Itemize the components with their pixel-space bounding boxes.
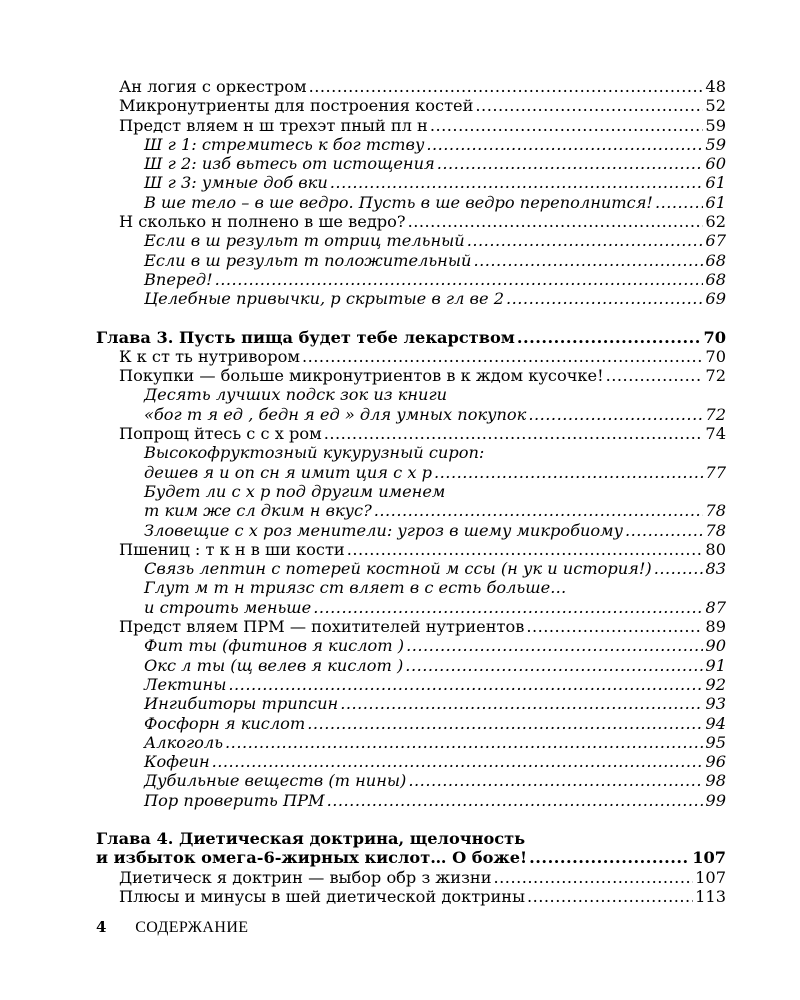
dot-leader: [309, 77, 704, 96]
toc-entry-title: Ш г 3: умные доб вки: [144, 173, 328, 193]
dot-leader: [529, 848, 690, 867]
toc-entry: [0, 868, 726, 887]
dot-leader: [405, 656, 703, 675]
toc-entry-title: Покупки — больше микронутриентов в к ждом кусочке!: [119, 366, 604, 386]
toc-entry-title: В ше тело – в ше ведро. Пусть в ше ведро переполнится!: [144, 192, 653, 212]
toc-entry-title: Фосфорн я кислот: [144, 713, 306, 733]
toc-page-number: 68: [705, 250, 726, 270]
toc-page-number: 90: [705, 636, 726, 656]
toc-page-number: 59: [705, 115, 726, 135]
dot-leader: [473, 251, 703, 270]
dot-leader: [330, 173, 704, 192]
toc-entry-title: Кофеин: [144, 752, 210, 772]
toc-chapter-entry: [0, 328, 726, 347]
toc-page-number: 61: [705, 173, 726, 193]
toc-entry-title: Ингибиторы трипсин: [144, 694, 339, 714]
toc-page-number: 67: [705, 231, 726, 251]
toc-entry-title: Пшениц : т к н в ши кости: [119, 539, 345, 559]
dot-leader: [228, 675, 703, 694]
dot-leader: [347, 540, 704, 559]
dot-leader: [526, 617, 703, 636]
toc-page-number: 93: [705, 694, 726, 714]
toc-page-number: 70: [705, 346, 726, 366]
toc-entry-title: Н сколько н полнено в ше ведро?: [119, 212, 406, 232]
dot-leader: [430, 116, 704, 135]
toc-page-number: 68: [705, 269, 726, 289]
dot-leader: [426, 135, 703, 154]
toc-entry-title: Микронутриенты для построения костей: [119, 96, 474, 116]
toc-page-number: 113: [695, 886, 726, 906]
dot-leader: [434, 463, 703, 482]
toc-page-number: 52: [705, 96, 726, 116]
toc-entry: [0, 771, 726, 790]
toc-entry-title: и строить меньше: [144, 597, 312, 617]
toc-entry-title: Пор проверить ПРМ: [144, 790, 325, 810]
dot-leader: [517, 328, 702, 347]
toc-page-number: 74: [705, 424, 726, 444]
toc-entry-title: Попрощ йтесь с с х ром: [119, 424, 322, 444]
toc-entry: [0, 694, 726, 713]
dot-leader: [408, 771, 703, 790]
page-footer: [96, 918, 248, 937]
toc-entry: [0, 578, 726, 597]
toc-entry: [0, 231, 726, 250]
toc-entry-title: Зловещие с х роз менители: угроз в шему микробиому: [144, 520, 623, 540]
toc-page-number: 69: [705, 289, 726, 309]
dot-leader: [374, 501, 704, 520]
toc-entry-title: т ким же сл дким н вкус?: [144, 501, 372, 521]
toc-entry: [0, 212, 726, 231]
section-gap: [0, 810, 800, 829]
toc-entry: [0, 424, 726, 443]
toc-page-number: 98: [705, 771, 726, 791]
dot-leader: [215, 270, 704, 289]
dot-leader: [527, 887, 693, 906]
toc-entry: [0, 463, 726, 482]
toc-entry-title: Ан логия с оркестром: [119, 77, 307, 96]
toc-entry: [0, 656, 726, 675]
toc-page-number: 70: [703, 327, 726, 347]
dot-leader: [212, 752, 704, 771]
toc-entry-title: Глава 3. Пусть пища будет тебе лекарством: [96, 327, 515, 347]
toc-entry: [0, 77, 726, 96]
dot-leader: [654, 559, 704, 578]
toc-entry-title: «бог т я ед , бедн я ед » для умных покупок: [144, 404, 527, 424]
dot-leader: [528, 405, 703, 424]
dot-leader: [437, 154, 704, 173]
toc-entry: [0, 366, 726, 385]
toc-page-number: 89: [705, 617, 726, 637]
toc-page-number: 107: [695, 867, 726, 887]
dot-leader: [625, 521, 703, 540]
toc-page-number: 72: [705, 366, 726, 386]
dot-leader: [327, 791, 704, 810]
dot-leader: [475, 96, 703, 115]
toc-entry-title: Глава 4. Диетическая доктрина, щелочность: [96, 828, 526, 848]
toc-entry: [0, 675, 726, 694]
dot-leader: [467, 231, 704, 250]
toc-entry-title: дешев я и оп сн я имит ция с х р: [144, 462, 433, 482]
toc-entry-title: Плюсы и минусы в шей диетической доктрины: [119, 886, 525, 906]
toc-page-number: 87: [705, 597, 726, 617]
toc-entry-title: Целебные привычки, р скрытые в гл ве 2: [144, 289, 504, 309]
running-head: СОДЕРЖАНИЕ: [135, 919, 249, 936]
page-number: 4: [96, 918, 107, 936]
toc-page-number: 59: [705, 134, 726, 154]
toc-entry-title: Ш г 1: стремитесь к бог тству: [144, 134, 425, 154]
toc-entry: [0, 289, 726, 308]
toc-entry: [0, 193, 726, 212]
toc-entry: [0, 96, 726, 115]
toc-entry: [0, 559, 726, 578]
dot-leader: [225, 733, 703, 752]
toc-entry-title: К к ст ть нутривором: [119, 346, 300, 366]
toc-page-number: 77: [705, 462, 726, 482]
dot-leader: [340, 694, 703, 713]
toc-page-number: 91: [705, 655, 726, 675]
toc-page-number: 48: [705, 77, 726, 96]
toc-page-number: 99: [705, 790, 726, 810]
toc-entry: [0, 521, 726, 540]
toc-entry: [0, 791, 726, 810]
toc-entry: [0, 270, 726, 289]
dot-leader: [494, 868, 694, 887]
toc-entry-title: Предст вляем ПРМ — похитителей нутриентов: [119, 617, 525, 637]
toc-entry: [0, 251, 726, 270]
toc-entry-title: Вперед!: [144, 269, 213, 289]
toc-page-number: 62: [705, 212, 726, 232]
toc-entry: [0, 443, 726, 462]
dot-leader: [408, 212, 704, 231]
toc-entry-title: Высокофруктозный кукурузный сироп:: [144, 443, 485, 463]
toc-entry-title: Окс л ты (щ велев я кислот ): [144, 655, 404, 675]
toc-entry-title: Фит ты (фитинов я кислот ): [144, 636, 405, 656]
toc-page-number: 83: [705, 559, 726, 579]
toc-entry-title: Лектины: [144, 674, 227, 694]
toc-entry-title: Связь лептин с потерей костной м ссы (н ук и история!): [144, 559, 652, 579]
toc-entry-title: Алкоголь: [144, 732, 224, 752]
toc-chapter-entry: [0, 848, 726, 867]
dot-leader: [307, 714, 703, 733]
toc-page-number: 80: [705, 539, 726, 559]
toc-entry-title: Глут м т н триязс ст вляет в с есть больше…: [144, 578, 567, 598]
dot-leader: [655, 193, 703, 212]
toc-entry-title: Будет ли с х р под другим именем: [144, 481, 446, 501]
toc-page-number: 95: [705, 732, 726, 752]
toc-page-number: 60: [705, 154, 726, 174]
toc-chapter-entry: [0, 829, 726, 848]
toc-entry-title: Если в ш результ т отриц тельный: [144, 231, 465, 251]
toc-entry: [0, 540, 726, 559]
dot-leader: [606, 366, 704, 385]
dot-leader: [506, 289, 703, 308]
toc-entry-title: Предст вляем н ш трехэт пный пл н: [119, 115, 428, 135]
toc-entry-title: Если в ш результ т положительный: [144, 250, 472, 270]
toc-page-number: 94: [705, 713, 726, 733]
toc-entry-title: и избыток омега-6-жирных кислот… О боже!: [96, 848, 528, 868]
toc-entry: [0, 405, 726, 424]
toc-entry-title: Ш г 2: изб вьтесь от истощения: [144, 154, 435, 174]
toc-entry: [0, 733, 726, 752]
toc-entry: [0, 173, 726, 192]
toc-entry: [0, 598, 726, 617]
section-gap: [0, 309, 800, 328]
toc-entry-title: Дубильные веществ (т нины): [144, 771, 407, 791]
toc-entry-title: Десять лучших подск зок из книги: [144, 385, 448, 405]
toc-entry: [0, 385, 726, 404]
toc-entry: [0, 347, 726, 366]
toc-page-number: 96: [705, 752, 726, 772]
toc-entry: [0, 714, 726, 733]
dot-leader: [324, 424, 704, 443]
toc-entry: [0, 482, 726, 501]
toc-entry: [0, 501, 726, 520]
toc-entry: [0, 154, 726, 173]
toc-page-number: 61: [705, 192, 726, 212]
dot-leader: [302, 347, 703, 366]
toc-entry: [0, 135, 726, 154]
toc-page-number: 92: [705, 674, 726, 694]
dot-leader: [313, 598, 703, 617]
toc-entry: [0, 887, 726, 906]
toc-entry: [0, 636, 726, 655]
toc-entry: [0, 116, 726, 135]
toc-entry-title: Диетическ я доктрин — выбор обр з жизни: [119, 867, 492, 887]
dot-leader: [406, 636, 703, 655]
toc-page-number: 107: [692, 848, 726, 868]
toc-entry: [0, 752, 726, 771]
toc-page-number: 78: [705, 501, 726, 521]
toc-entry: [0, 617, 726, 636]
toc-page-number: 78: [705, 520, 726, 540]
table-of-contents: [0, 77, 800, 906]
toc-page-number: 72: [705, 404, 726, 424]
